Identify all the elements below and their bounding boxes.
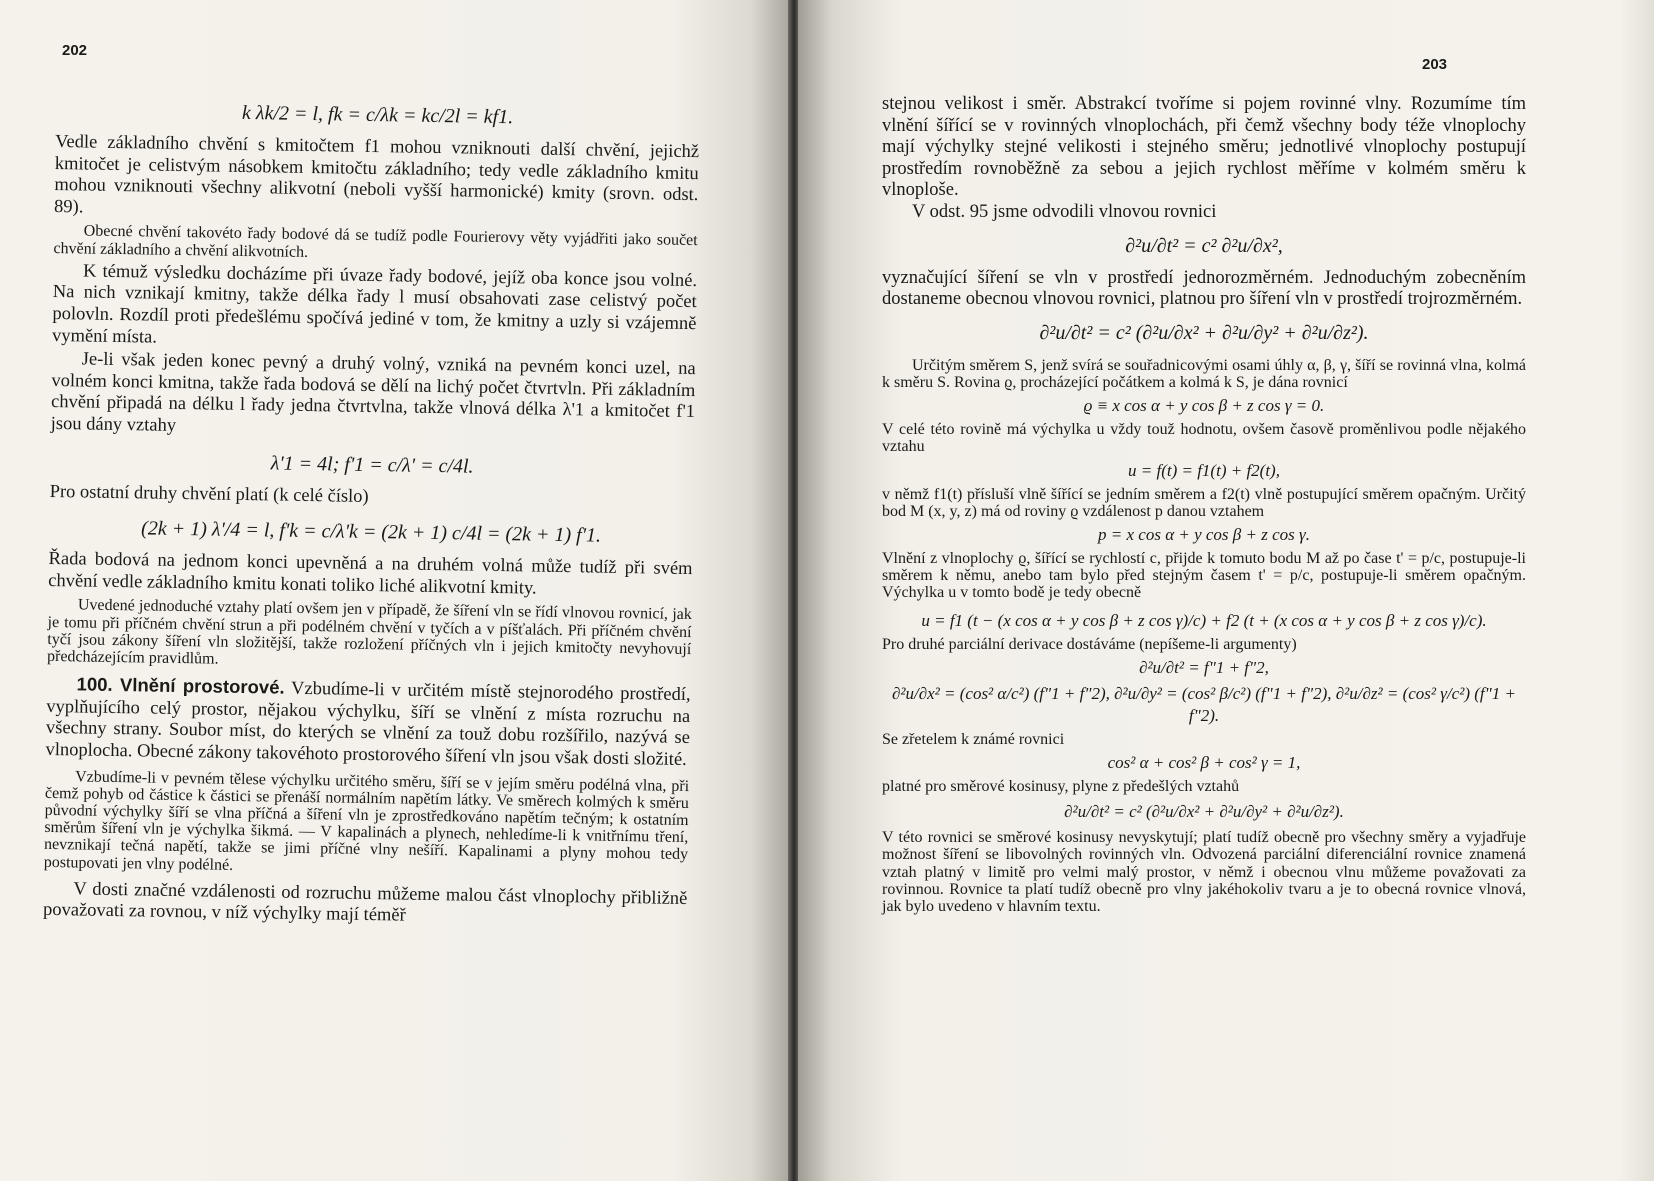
small-paragraph: v němž f1(t) přísluší vlně šířící se jedním směrem a f2(t) vlně postupující směrem opačným. Určitý bod M (x, y, z) má od roviny ϱ vzdálenost p danou vztahem — [882, 485, 1526, 520]
equation: (2k + 1) λ'/4 = l, f'k = c/λ'k = (2k + 1) c/4l = (2k + 1) f'1. — [140, 517, 602, 547]
equation: cos² α + cos² β + cos² γ = 1, — [1107, 752, 1301, 772]
equation: ϱ ≡ x cos α + y cos β + z cos γ = 0. — [1083, 396, 1325, 416]
paragraph: Vedle základního chvění s kmitočtem f1 mohou vzniknouti další chvění, jejichž kmitočet je celistvým násobkem kmitočtu základního; tedy vedle základního kmitu mohou vzniknouti všechny alikvotní (neboli vyšší harmonické) kmity (srovn. odst. 89). — [53, 131, 700, 218]
equation: ∂²u/∂x² = (cos² α/c²) (f"1 + f"2), ∂²u/∂y² = (cos² β/c²) (f"1 + f"2), ∂²u/∂z² = (cos² γ/c²) (f"1 + f"2). — [892, 683, 1516, 725]
equation: ∂²u/∂t² = f"1 + f"2, — [1139, 657, 1269, 677]
equation: u = f1 (t − (x cos α + y cos β + z cos γ)/c) + f2 (t + (x cos α + y cos β + z cos γ)/c). — [921, 610, 1487, 630]
small-paragraph: V celé této rovině má výchylka u vždy touž hodnotu, ovšem časově proměnlivou podle nějakého vztahu — [882, 421, 1526, 456]
equation: ∂²u/∂t² = c² (∂²u/∂x² + ∂²u/∂y² + ∂²u/∂z²). — [1039, 321, 1369, 344]
section-heading: 100. Vlnění prostorové. — [76, 673, 285, 698]
small-paragraph: platné pro směrové kosinusy, plyne z předešlých vztahů — [882, 777, 1240, 795]
small-paragraph: Obecné chvění takovéto řady bodové dá se tudíž podle Fourierovy věty vyjádřiti jako součet chvění základního a chvění alikvotních. — [53, 222, 698, 261]
small-paragraph: Pro druhé parciální derivace dostáváme (nepíšeme-li argumenty) — [882, 635, 1297, 653]
small-paragraph: Vlnění z vlnoplochy ϱ, šířící se rychlostí c, přijde k tomuto bodu M až po čase t' = p/c, postupuje-li směrem k němu, anebo tam bylo před stejným časem t' = p/c, postupuje-li směrem opačným. Výchylka u v tomto bodě je tedy obecně — [882, 549, 1526, 602]
paragraph: K témuž výsledku docházíme při úvaze řady bodové, jejíž oba konce jsou volné. Na nich vznikají kmitny, takže délka řady l musí obsahovati zase celistvý počet polovln. Rozdíl proti předešlému spočívá jediné v tom, že kmitny a uzly si vzájemně vymění místa. — [51, 261, 698, 348]
right-page-text — [882, 94, 1526, 915]
equation: p = x cos α + y cos β + z cos γ. — [1098, 524, 1310, 544]
paragraph: stejnou velikost i směr. Abstrakcí tvoříme si pojem rovinné vlny. Rozumíme tím vlnění šířící se v rovinných vlnoplochách, při čemž všechny body téže vlnoplochy mají výchylky stejné velikosti i stejného směru; jednotlivé vlnoplochy postupují prostředím rovnoběžně za sebou a jejich rychlost měříme v kolmém směru k vlnoploše. — [882, 94, 1526, 201]
paragraph — [45, 673, 690, 771]
page-number: 203 — [1422, 56, 1448, 73]
right-page — [798, 0, 1654, 1181]
small-paragraph: V této rovnici se směrové kosinusy nevyskytují; platí tudíž obecně pro všechny směry a vyjadřuje možnost šíření se libovolných rovinných vln. Odvozená parciální diferenciální rovnice znamená vztah platný v limitě pro velmi malý prostor, v němž i obecnou vlnu můžeme považovati za rovinnou. Rovnice ta platí tudíž obecně pro vlny jakéhokoliv tvaru a je to obecná rovnice vlnová, jak bylo uvedeno v hlavním textu. — [882, 829, 1526, 915]
paragraph: Je-li však jeden konec pevný a druhý volný, vzniká na pevném konci uzel, na volném konci kmitna, takže řada bodová se dělí na lichý počet čtvrtvln. Při základním chvění připadá na délku l řady jedna čtvrtvlna, takže vlnová délka λ'1 a kmitočet f'1 jsou dány vztahy — [50, 349, 696, 436]
left-page — [0, 0, 790, 1181]
equation: u = f(t) = f1(t) + f2(t), — [1128, 460, 1280, 480]
small-paragraph: Uvedené jednoduché vztahy platí ovšem jen v případě, že šíření vln se řídí vlnovou rovnicí, jak je tomu při příčném chvění strun a při podélném chvění v tyčích a v píšťalách. Při příčném chvění tyčí jsou zákony šíření vln složitější, takže rozložení příčných vln i jejich kmitočty nevyhovují předcházejícím pravidlům. — [46, 596, 692, 668]
paragraph: vyznačující šíření se vln v prostředí jednorozměrném. Jednoduchým zobecněním dostaneme obecnou vlnovou rovnici, platnou pro šíření vln v prostředí trojrozměrném. — [882, 267, 1526, 310]
page-number: 202 — [62, 42, 88, 59]
paragraph: V odst. 95 jsme odvodili vlnovou rovnici — [912, 201, 1217, 222]
left-page-text — [43, 88, 700, 932]
section-text: Vzbudíme-li v určitém místě stejnorodého prostředí, vyplňujícího celý prostor, nějakou výchylku, šíří se vlnění z místa rozruchu na všechny strany. Soubor míst, do kterých se vlnění za touž dobu rozšířilo, nazývá se vlnoplocha. Obecné zákony takovéhoto prostorového šíření vln jsou však dosti složité. — [45, 678, 691, 770]
equation: ∂²u/∂t² = c² ∂²u/∂x², — [1125, 234, 1283, 257]
paragraph: Řada bodová na jednom konci upevněná a na druhém volná může tudíž při svém chvění vedle základního kmitu konati toliko liché alikvotní kmity. — [48, 549, 693, 599]
equation: λ'1 = 4l; f'1 = c/λ' = c/4l. — [270, 451, 474, 478]
equation: ∂²u/∂t² = c² (∂²u/∂x² + ∂²u/∂y² + ∂²u/∂z²). — [1064, 802, 1344, 822]
small-paragraph: Se zřetelem k známé rovnici — [882, 730, 1065, 748]
small-paragraph: Vzbudíme-li v pevném tělese výchylku určitého směru, šíří se v jejím směru podélná vlna, při čemž pohyb od částice k částici se přenáší normálním napětím látky. Ve směrech kolmých k směru původní výchylky šíří se vlna příčná a šíření vln je zprostředkováno napětím tečným; k ostatním směrům šíření vln je výchylka šikmá. — V kapalinách a plynech, nehledíme-li k vnitřnímu tření, nevznikají tečná napětí, takže se jimi příčné vlny nešíří. Kapalinami a plyny mohou tedy postupovati jen vlny podélné. — [43, 767, 690, 874]
small-paragraph: Určitým směrem S, jenž svírá se souřadnicovými osami úhly α, β, γ, šíří se rovinná vlna, kolmá k směru S. Rovina ϱ, procházející počátkem a kolmá k S, je dána rovnicí — [882, 356, 1526, 391]
equation: k λk/2 = l, fk = c/λk = kc/2l = kf1. — [241, 101, 514, 129]
paragraph: Pro ostatní druhy chvění platí (k celé číslo) — [49, 481, 369, 507]
paragraph: V dosti značné vzdálenosti od rozruchu můžeme malou část vlnoplochy přibližně považovati za rovnou, v níž výchylky mají téměř — [42, 879, 688, 926]
